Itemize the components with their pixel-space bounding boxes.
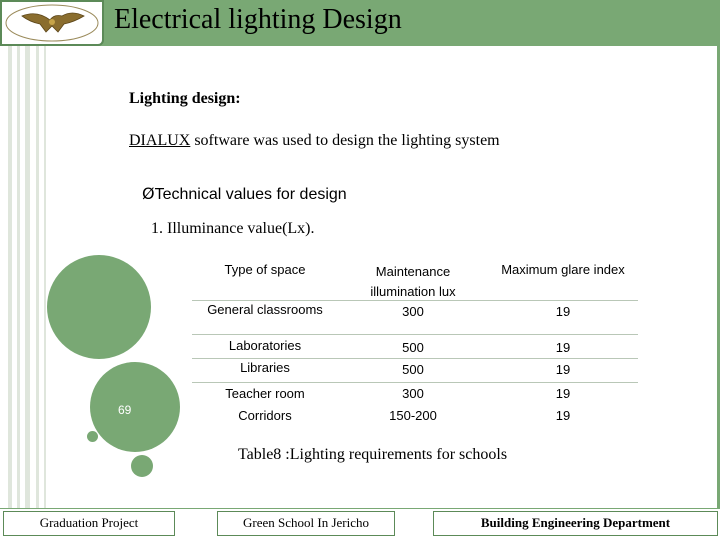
- row-divider: [192, 358, 638, 359]
- decor-circle-small: [131, 455, 153, 477]
- software-description: software was used to design the lighting system: [190, 132, 500, 149]
- table-cell: 300: [402, 386, 424, 401]
- dialux-link[interactable]: DIALUX: [129, 132, 191, 149]
- table-cell: 500: [402, 340, 424, 355]
- decor-stripe: [44, 46, 46, 508]
- decor-stripe: [8, 46, 12, 508]
- column-header-line: illumination lux: [370, 284, 456, 299]
- table-caption: Table8 :Lighting requirements for schools: [238, 446, 508, 463]
- table-row: [192, 408, 638, 432]
- page-number: 69: [118, 403, 132, 417]
- column-header: Maximum glare index: [501, 262, 625, 277]
- table-cell: General classrooms: [207, 302, 323, 317]
- column-header-line: Maintenance: [375, 264, 451, 279]
- table-cell: 150-200: [389, 408, 437, 423]
- decor-stripe: [36, 46, 39, 508]
- eagle-emblem-logo-icon: [2, 2, 102, 44]
- table-cell: 19: [555, 386, 571, 401]
- row-divider: [192, 300, 638, 301]
- table-cell: Corridors: [238, 408, 292, 423]
- table-cell: Teacher room: [225, 386, 305, 401]
- table-row: [192, 302, 638, 326]
- table-cell: 19: [555, 304, 571, 319]
- row-divider: [192, 334, 638, 335]
- decor-stripe: [25, 46, 30, 508]
- table-cell: Laboratories: [228, 338, 302, 353]
- decor-circle-medium: [90, 362, 180, 452]
- arrow-bullet-icon: Ø: [142, 184, 155, 203]
- table-cell: 19: [555, 408, 571, 423]
- column-header: [338, 262, 488, 302]
- footer-left: Graduation Project: [3, 511, 175, 536]
- section-heading: Lighting design:: [129, 90, 241, 107]
- row-divider: [192, 382, 638, 383]
- table-row: [192, 360, 638, 384]
- logo: [0, 0, 104, 46]
- table-cell: 300: [402, 304, 424, 319]
- footer-center: Green School In Jericho: [217, 511, 395, 536]
- table-cell: 19: [555, 340, 571, 355]
- numbered-item: 1. Illuminance value(Lx).: [151, 220, 315, 237]
- bullet-item: [142, 184, 347, 204]
- decor-circle-large: [47, 255, 151, 359]
- column-header: Type of space: [224, 262, 306, 277]
- table-cell: Libraries: [240, 360, 290, 375]
- decor-stripe: [17, 46, 20, 508]
- bullet-text: Technical values for design: [154, 186, 347, 203]
- footer-divider: [0, 508, 720, 509]
- decor-circle-small: [87, 431, 98, 442]
- page-title: Electrical lighting Design: [114, 4, 402, 35]
- software-sentence: [129, 132, 500, 150]
- footer-right: Building Engineering Department: [433, 511, 718, 536]
- table-cell: 500: [402, 362, 424, 377]
- table-row: [192, 386, 638, 410]
- table-cell: 19: [555, 362, 571, 377]
